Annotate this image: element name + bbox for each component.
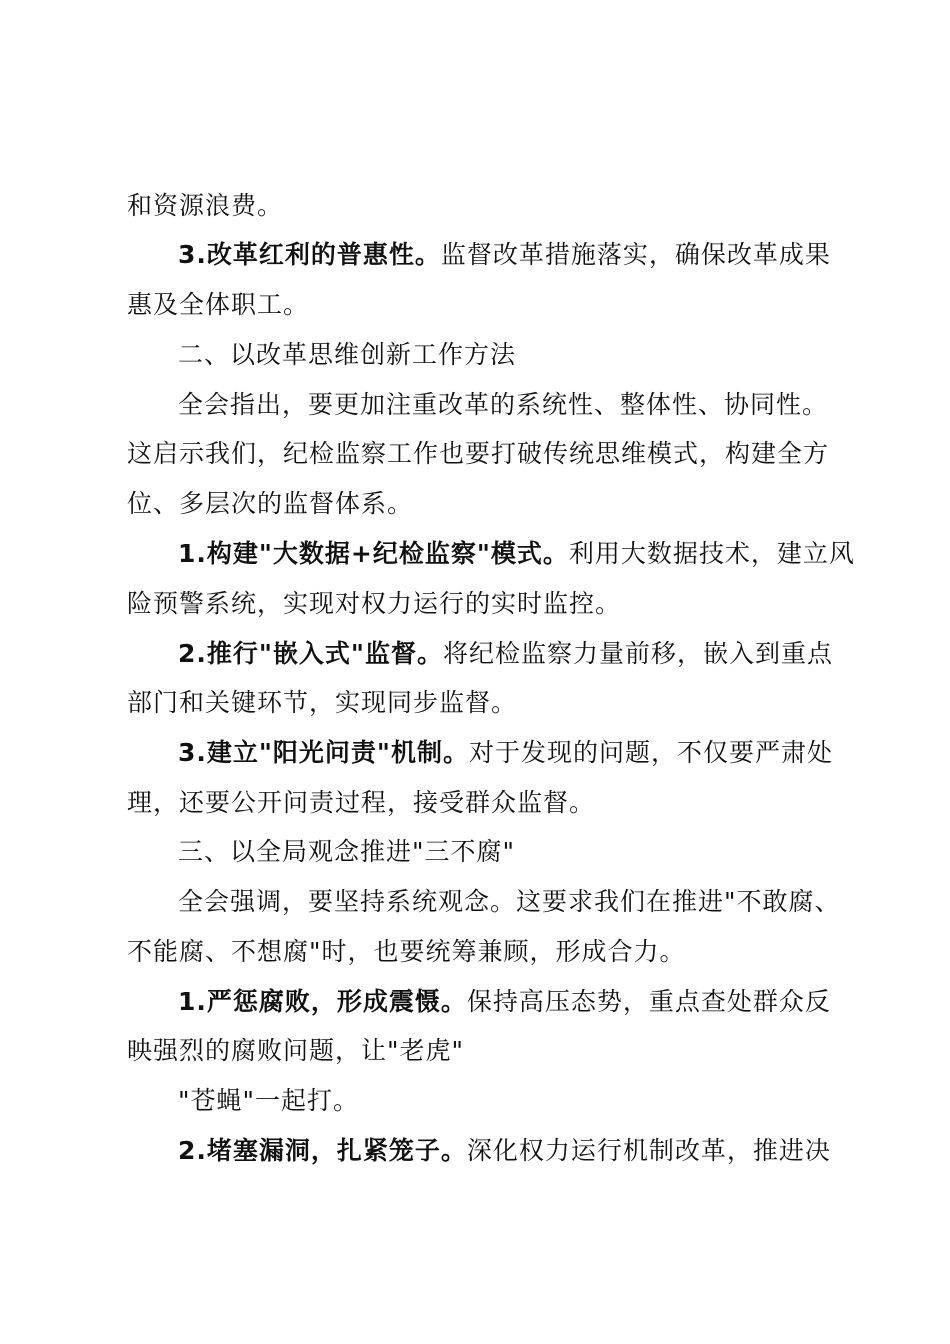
paragraph-line: "苍蝇"一起打。 xyxy=(178,1086,359,1115)
heading-line: 2.推行"嵌入式"监督。将纪检监察力量前移，嵌入到重点 xyxy=(178,639,833,668)
bold-lead: 3.改革红利的普惠性。 xyxy=(178,240,441,269)
heading-line: 1.严惩腐败，形成震慑。保持高压态势，重点查处群众反 xyxy=(178,987,831,1016)
bold-lead: 3.建立"阳光问责"机制。 xyxy=(178,738,469,767)
paragraph-line: 部门和关键环节，实现同步监督。 xyxy=(127,688,518,717)
paragraph-line: 险预警系统，实现对权力运行的实时监控。 xyxy=(127,589,622,618)
paragraph-line: 和资源浪费。 xyxy=(127,191,284,220)
paragraph-line: 惠及全体职工。 xyxy=(127,290,310,319)
bold-lead: 1.构建"大数据+纪检监察"模式。 xyxy=(178,539,569,568)
paragraph-line: 全会指出，要更加注重改革的系统性、整体性、协同性。 xyxy=(178,390,829,419)
paragraph-line: 不能腐、不想腐"时，也要统筹兼顾，形成合力。 xyxy=(127,937,686,966)
heading-line: 3.建立"阳光问责"机制。对于发现的问题，不仅要严肃处 xyxy=(178,738,833,767)
paragraph-line: 理，还要公开问责过程，接受群众监督。 xyxy=(127,788,596,817)
paragraph-line: 这启示我们，纪检监察工作也要打破传统思维模式，构建全方 xyxy=(127,439,830,468)
heading-line: 3.改革红利的普惠性。监督改革措施落实，确保改革成果 xyxy=(178,240,831,269)
bold-lead: 2.推行"嵌入式"监督。 xyxy=(178,639,443,668)
section-heading: 二、以改革思维创新工作方法 xyxy=(178,340,517,369)
heading-line: 2.堵塞漏洞，扎紧笼子。深化权力运行机制改革，推进决 xyxy=(178,1136,831,1165)
paragraph-line: 位、多层次的监督体系。 xyxy=(127,489,414,518)
section-heading: 三、以全局观念推进"三不腐" xyxy=(178,837,515,866)
bold-lead: 1.严惩腐败，形成震慑。 xyxy=(178,987,467,1016)
bold-lead: 2.堵塞漏洞，扎紧笼子。 xyxy=(178,1136,467,1165)
paragraph-line: 全会强调，要坚持系统观念。这要求我们在推进"不敢腐、 xyxy=(178,887,841,916)
heading-line: 1.构建"大数据+纪检监察"模式。利用大数据技术，建立风 xyxy=(178,539,855,568)
paragraph-line: 映强烈的腐败问题，让"老虎" xyxy=(127,1036,464,1065)
